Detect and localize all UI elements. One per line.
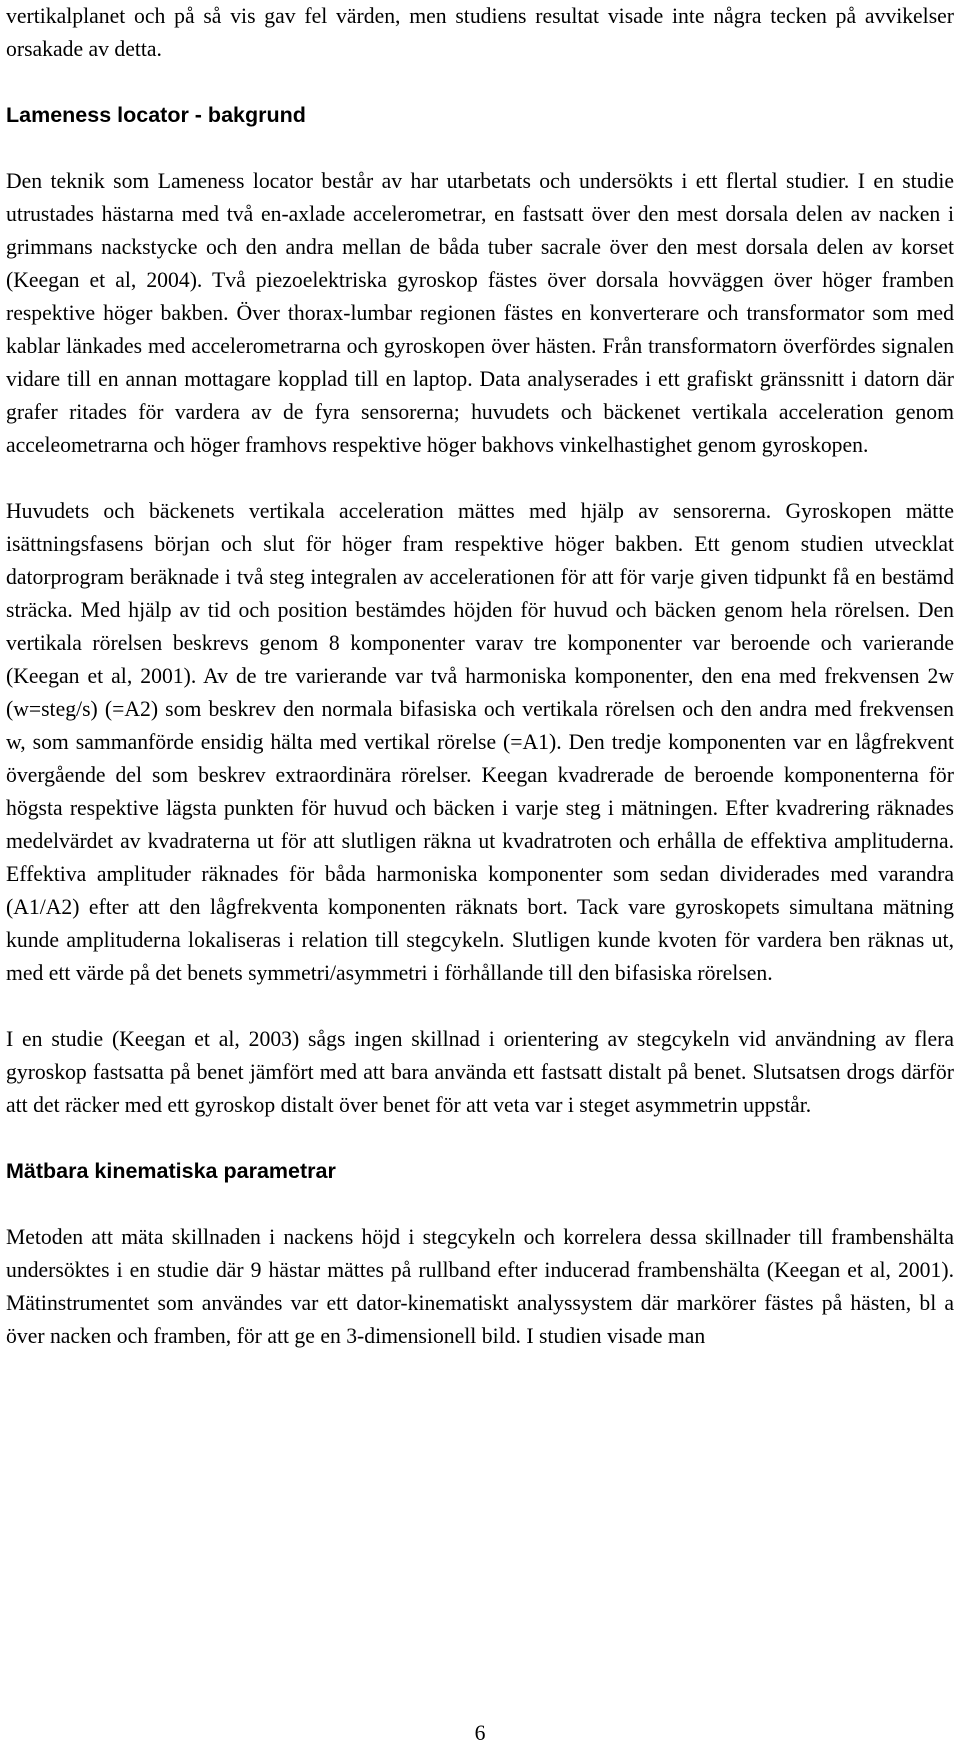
- page-number: 6: [474, 1721, 486, 1745]
- paragraph-kinematic-method: Metoden att mäta skillnaden i nackens höjd i stegcykeln och korrelera dessa skillnader till frambenshälta undersöktes i en studie där 9 hästar mättes på rullband efter inducerad frambenshälta (Keegan et al, 2001). Mätinstrumentet som användes var ett dator-kinematiskt analyssystem där markörer fästes på hästen, bl a över nacken och framben, för att ge en 3-dimensionell bild. I studien visade man: [6, 1225, 954, 1348]
- section-heading-kinematic-parameters: Mätbara kinematiska parametrar: [6, 1159, 336, 1183]
- section-heading-lameness-locator: Lameness locator - bakgrund: [6, 103, 306, 127]
- document-body: [6, 0, 954, 1386]
- paragraph-continuation: vertikalplanet och på så vis gav fel värden, men studiens resultat visade inte några tecken på avvikelser orsakade av detta.: [6, 4, 954, 61]
- paragraph-study-description: Den teknik som Lameness locator består av har utarbetats och undersökts i ett flertal studier. I en studie utrustades hästarna med två en-axlade accelerometrar, en fastsatt över den mest dorsala delen av nacken i grimmans nackstycke och den andra mellan de båda tuber sacrale över den mest dorsala delen av korset (Keegan et al, 2004). Två piezoelektriska gyroskop fästes över dorsala hovväggen över höger framben respektive höger bakben. Över thorax-lumbar regionen fästes en konverterare och transformator som med kablar länkades med accelerometrarna och gyroskopen över hästen. Från transformatorn överfördes signalen vidare till en annan mottagare kopplad till en laptop. Data analyserades i ett grafiskt gränssnitt i datorn där grafer ritades för vardera av de fyra sensorerna; huvudets och bäckenet vertikala acceleration genom acceleometrarna och höger framhovs respektive höger bakhovs vinkelhastighet genom gyroskopen.: [6, 169, 954, 457]
- paragraph-measurement-method: Huvudets och bäckenets vertikala acceleration mättes med hjälp av sensorerna. Gyroskopen mätte isättningsfasens början och slut för höger fram respektive höger bakben. Ett genom studien utvecklat datorprogram beräknade i två steg integralen av accelerationen för att för varje given tidpunkt få en bestämd sträcka. Med hjälp av tid och position bestämdes höjden för huvud och bäcken genom hela rörelsen. Den vertikala rörelsen beskrevs genom 8 komponenter varav tre komponenter var beroende och varierande (Keegan et al, 2001). Av de tre varierande var två harmoniska komponenter, den ena med frekvensen 2w (w=steg/s) (=A2) som beskrev den normala bifasiska och vertikala rörelsen och den andra med frekvensen w, som sammanförde ensidig hälta med vertikal rörelse (=A1). Den tredje komponenten var en lågfrekvent övergående del som beskrev extraordinära rörelser. Keegan kvadrerade de beroende komponenterna för högsta respektive lägsta punkten för huvud och bäcken i varje steg i mätningen. Efter kvadrering räknades medelvärdet av kvadraterna ut för att slutligen räkna ut kvadratroten och erhålla de effektiva amplituderna. Effektiva amplituder räknades för båda harmoniska komponenter som sedan dividerades med varandra (A1/A2) efter att den lågfrekventa komponenten räknats bort. Tack vare gyroskopets simultana mätning kunde amplituderna lokaliseras i relation till stegcykeln. Slutligen kunde kvoten för vardera ben räknas ut, med ett värde på det benets symmetri/asymmetri i förhållande till den bifasiska rörelsen.: [6, 499, 954, 985]
- paragraph-gyroscope-study: I en studie (Keegan et al, 2003) sågs ingen skillnad i orientering av stegcykeln vid användning av flera gyroskop fastsatta på benet jämfört med att bara använda ett fastsatt distalt på benet. Slutsatsen drogs därför att det räcker med ett gyroskop distalt över benet för att veta var i steget asymmetrin uppstår.: [6, 1027, 954, 1117]
